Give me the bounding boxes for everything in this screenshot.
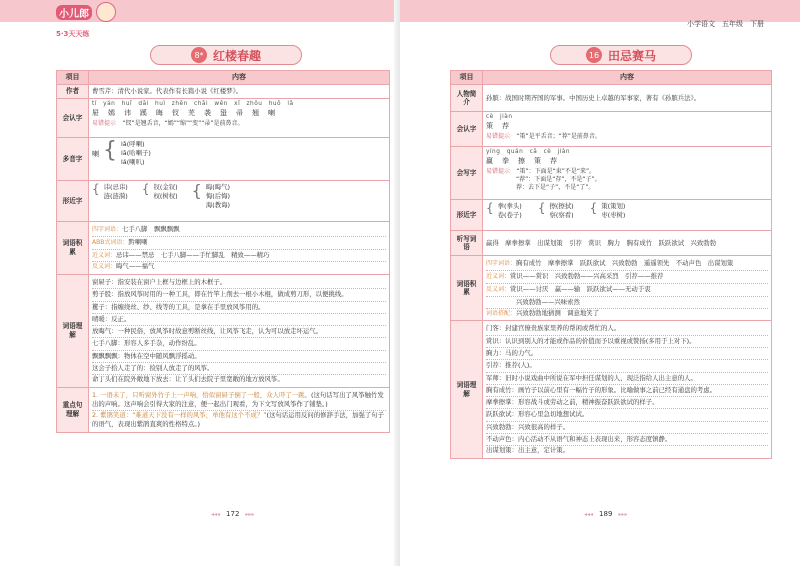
similar-char: 枣(枣树)	[601, 211, 626, 220]
author-text: 曹雪芹：清代小说家。代表作有长篇小说《红楼梦》。	[89, 85, 390, 99]
pinyin-line: cè jiàn	[486, 114, 513, 121]
lesson-title: 红楼春趣	[212, 48, 261, 63]
brace-icon: {	[589, 201, 598, 216]
brand-logo	[56, 2, 100, 38]
meaning-line: 引荐：推荐(人)。	[486, 360, 768, 372]
polyphone-char: 喇	[92, 150, 99, 159]
chars-line: 赢 拳 擦 策 荐	[486, 157, 558, 166]
row-label: 作者	[57, 85, 89, 99]
col-item: 项目	[57, 71, 89, 85]
logo-sub: 5·3天天练	[56, 30, 90, 38]
similar-char: 策(策划)	[601, 202, 626, 211]
meaning-line: 胸力：马的力气。	[486, 348, 768, 360]
mascot-icon	[96, 2, 116, 22]
vocab-tag: 反义词：	[92, 263, 117, 271]
arrows-icon: ▸▸▸	[618, 510, 628, 518]
vocab-text: 忌讳——禁忌 七手八脚——手忙脚乱 精致——精巧	[116, 250, 270, 259]
vocab-text: 晦气——福气	[116, 262, 155, 271]
left-content-table	[56, 70, 390, 433]
row-vocab	[57, 222, 390, 275]
logo-text: 小儿郎	[56, 5, 92, 20]
vocab-text: 兴致勃勃——兴味索然	[516, 297, 580, 306]
row-word-meaning	[451, 321, 772, 458]
col-content: 内容	[483, 71, 772, 85]
col-item: 项目	[451, 71, 483, 85]
table-header	[57, 71, 390, 85]
row-word-meaning	[57, 275, 390, 388]
meaning-line: 七手八脚：形容人多手杂，动作纷乱。	[92, 338, 386, 350]
vocab-text: 黔喇喇	[128, 238, 148, 247]
vocab-text: 赏识——讨厌 赢——输 跃跃欲试——无动于衷	[510, 284, 651, 293]
tip-tag: 易错提示	[486, 132, 511, 140]
row-label: 形近字	[451, 200, 483, 231]
row-label: 重点句理解	[57, 387, 89, 432]
row-label: 词语理解	[57, 275, 89, 388]
row-key-sentences	[57, 387, 390, 432]
lesson-title: 田忌赛马	[607, 48, 656, 63]
similar-char: 晦(晦气)	[205, 183, 230, 192]
similar-char: 拳(拳头)	[497, 202, 522, 211]
brace-icon: {	[191, 181, 202, 201]
lesson-title-banner	[150, 45, 302, 65]
meaning-line: 门客：封建官僚贵族家里养的帮闲或帮忙的人。	[486, 323, 768, 335]
meaning-line: 命丁头们在院外敞地下放去：让丫头们去院子里宽敞的地方放风筝。	[92, 375, 284, 384]
meaning-line: 放晦气：一种民俗，放风筝时故意剪断丝线，让风筝飞走，认为可以放走坏运气。	[92, 326, 386, 338]
page-footer	[578, 510, 633, 518]
meaning-line: 出谋划策：出主意，定计策。	[486, 446, 570, 455]
similar-char: 钗(金钗)	[153, 183, 178, 192]
tip-tag: 易错提示	[486, 167, 511, 175]
arrows-icon: ◂◂◂	[211, 510, 221, 518]
row-label: 多音字	[57, 138, 89, 181]
row-bio	[451, 85, 772, 112]
tip-text: “策”是平舌音；“荐”是前鼻音。	[516, 132, 601, 140]
row-label: 形近字	[57, 181, 89, 222]
meaning-line: 不动声色：内心活动不从语气和神态上表现出来，形容态度镇静。	[486, 434, 768, 446]
meaning-line: 军师：旧时小说戏曲中所说在军中担任谋划的人，现泛指给人出主意的人。	[486, 373, 768, 385]
meaning-line: 胸有成竹：画竹子以前心里有一幅竹子的形象。比喻做事之前已经有通盘的考虑。	[486, 385, 768, 397]
vocab-tag: ABB式词语：	[92, 239, 129, 247]
similar-char: 海(教诲)	[205, 200, 230, 209]
meaning-line: 这会子拾人走了的：捡别人放走了的风筝。	[92, 363, 386, 375]
similar-char: 杈(树杈)	[153, 191, 178, 200]
table-header	[451, 71, 772, 85]
polyphone-item: lǎ(呼喇)	[121, 140, 145, 149]
col-content: 内容	[89, 71, 390, 85]
meaning-line: 赏识：认识到别人的才能或作品的价值而予以重视或赞扬(多用于上对下)。	[486, 336, 768, 348]
row-label: 词语积累	[57, 222, 89, 275]
tip-text: 荐：去下是“子”，不是“了”。	[516, 183, 595, 191]
tip-text: “荐”：下面是“存”，不是“子”。	[516, 175, 601, 183]
key-sentence: 2. 紫鹃笑道：“难道天下没有一样的风筝，单他有这个不成？”	[92, 411, 267, 420]
key-sentence-note: (这句话运用反问的修辞手法，加强了句子的语气，表现出紫鹃直爽的性格特点。)	[92, 411, 385, 429]
row-similar-chars	[451, 200, 772, 231]
brace-icon: {	[103, 138, 117, 164]
pinyin-line: yíng quán cā cè jiàn	[486, 149, 571, 156]
similar-char: 卷(卷子)	[497, 211, 522, 220]
row-label: 词语理解	[451, 321, 483, 458]
row-similar-chars	[57, 181, 390, 222]
vocab-tag: 近义词：	[92, 251, 117, 259]
vocab-text: 胸有成竹 摩拳擦掌 跃跃欲试 兴致勃勃 遥遥领先 不动声色 出谋划策	[516, 259, 734, 268]
row-author	[57, 85, 390, 99]
right-page	[400, 0, 800, 566]
brace-icon: {	[141, 182, 150, 197]
arrows-icon: ▸▸▸	[245, 510, 255, 518]
similar-char: 涟(涟漪)	[103, 191, 128, 200]
meaning-line: 晴暖：反正。	[92, 314, 386, 326]
meaning-line: 摩拳擦掌：形容战斗或劳动之前，精神振奋跃跃欲试的样子。	[486, 397, 768, 409]
row-vocab	[451, 256, 772, 321]
tip-text: “策”：下面是“束”不是“来”。	[516, 167, 596, 175]
meaning-line: 窗屉子：指安装在窗户上框与边框上的木框子。	[92, 277, 386, 289]
tip-text: “钗”是翘舌音，“嫣”“缩”“变”“帚”是前鼻音。	[122, 119, 244, 127]
meaning-line: 飘飘飘飘：物体在空中随风飘浮摇动。	[92, 351, 386, 363]
meaning-line: 跃跃欲试：形容心里急切地想试试。	[486, 409, 768, 421]
similar-char: 悔(后悔)	[205, 191, 230, 200]
key-sentence: 1. 一语未了，只听窗外竹子上一声响，恰似窗屉子倒了一般，众人吓了一跳。	[92, 390, 312, 399]
page-number: 189	[599, 510, 613, 518]
similar-char: 察(察看)	[549, 211, 574, 220]
vocab-tag: 近义词：	[486, 273, 511, 281]
bio-text: 孙膑：战国时期齐国的军事。中国历史上卓越的军事家，著有《孙膑兵法》。	[483, 85, 772, 112]
brace-icon: {	[486, 201, 494, 216]
right-content-table	[450, 70, 772, 459]
vocab-tag: 反义词：	[486, 285, 511, 293]
similar-char: 擦(擦拭)	[549, 202, 574, 211]
vocab-text: 七手八脚 飘飘飘飘	[122, 225, 180, 234]
vocab-text: 兴致勃勃地猜测 调意地笑了	[516, 308, 600, 317]
lesson-title-banner	[550, 45, 692, 65]
vocab-tag: 四字词语：	[486, 260, 517, 268]
row-label: 词语积累	[451, 256, 483, 321]
row-polyphone	[57, 138, 390, 181]
similar-char: 讳(忌讳)	[103, 183, 128, 192]
row-label: 听写词语	[451, 231, 483, 256]
chars-line: 屉 嫣 讳 蹊 晦 钗 芜 袭 蛩 帚 翘 喇	[92, 109, 276, 118]
row-label: 会写字	[451, 147, 483, 200]
running-head: 小学语文 五年级 下册	[687, 20, 764, 28]
polyphone-item: lá(喇叭)	[121, 157, 145, 166]
meaning-line: 剪子股：指放风筝时用的一种工具，即在竹竿上削去一根小木棍，做成剪刀形，以便挑线。	[92, 289, 386, 301]
row-recognize-chars	[451, 112, 772, 147]
page-number: 172	[226, 510, 240, 518]
vocab-tag: 四字词语：	[92, 226, 123, 234]
row-write-chars	[451, 147, 772, 200]
lesson-number: 16	[586, 47, 602, 63]
meaning-line: 籰子：指缠绕丝、纱、线等的工具，是拿在手里放风筝用的。	[92, 302, 386, 314]
dictation-words: 赢得 摩拳擦掌 出谋划策 引荐 赏识 胸力 胸有成竹 跃跃欲试 兴致勃勃	[483, 231, 772, 256]
brace-icon: {	[92, 182, 100, 197]
vocab-text: 赏识——赏识 兴致勃勃——兴高采烈 引荐——推荐	[510, 272, 664, 281]
row-label: 会认字	[451, 112, 483, 147]
brace-icon: {	[537, 201, 546, 216]
tip-tag: 易错提示	[92, 119, 117, 127]
chars-line: 策 荐	[486, 122, 510, 131]
row-dictation	[451, 231, 772, 256]
lesson-number: 8*	[191, 47, 207, 63]
meaning-line: 兴致勃勃：兴致很高的样子。	[486, 422, 768, 434]
polyphone-item: lā(哈喇子)	[121, 148, 151, 157]
row-recognize-chars	[57, 99, 390, 138]
arrows-icon: ◂◂◂	[584, 510, 594, 518]
row-label: 会认字	[57, 99, 89, 138]
vocab-tag: 词语搭配：	[486, 309, 517, 317]
row-label: 人物简介	[451, 85, 483, 112]
key-sentence-note: (这句话写出了风筝触竹发出的声响。这声响会引得大家的注意，便一起出门观看，为下文写放风筝作了铺垫。)	[92, 390, 384, 408]
pinyin-line: tí yán huǐ dāi huì zhēn chāi wēn xǐ zhǒu huǒ lǎ	[92, 101, 294, 108]
page-footer	[205, 510, 260, 518]
